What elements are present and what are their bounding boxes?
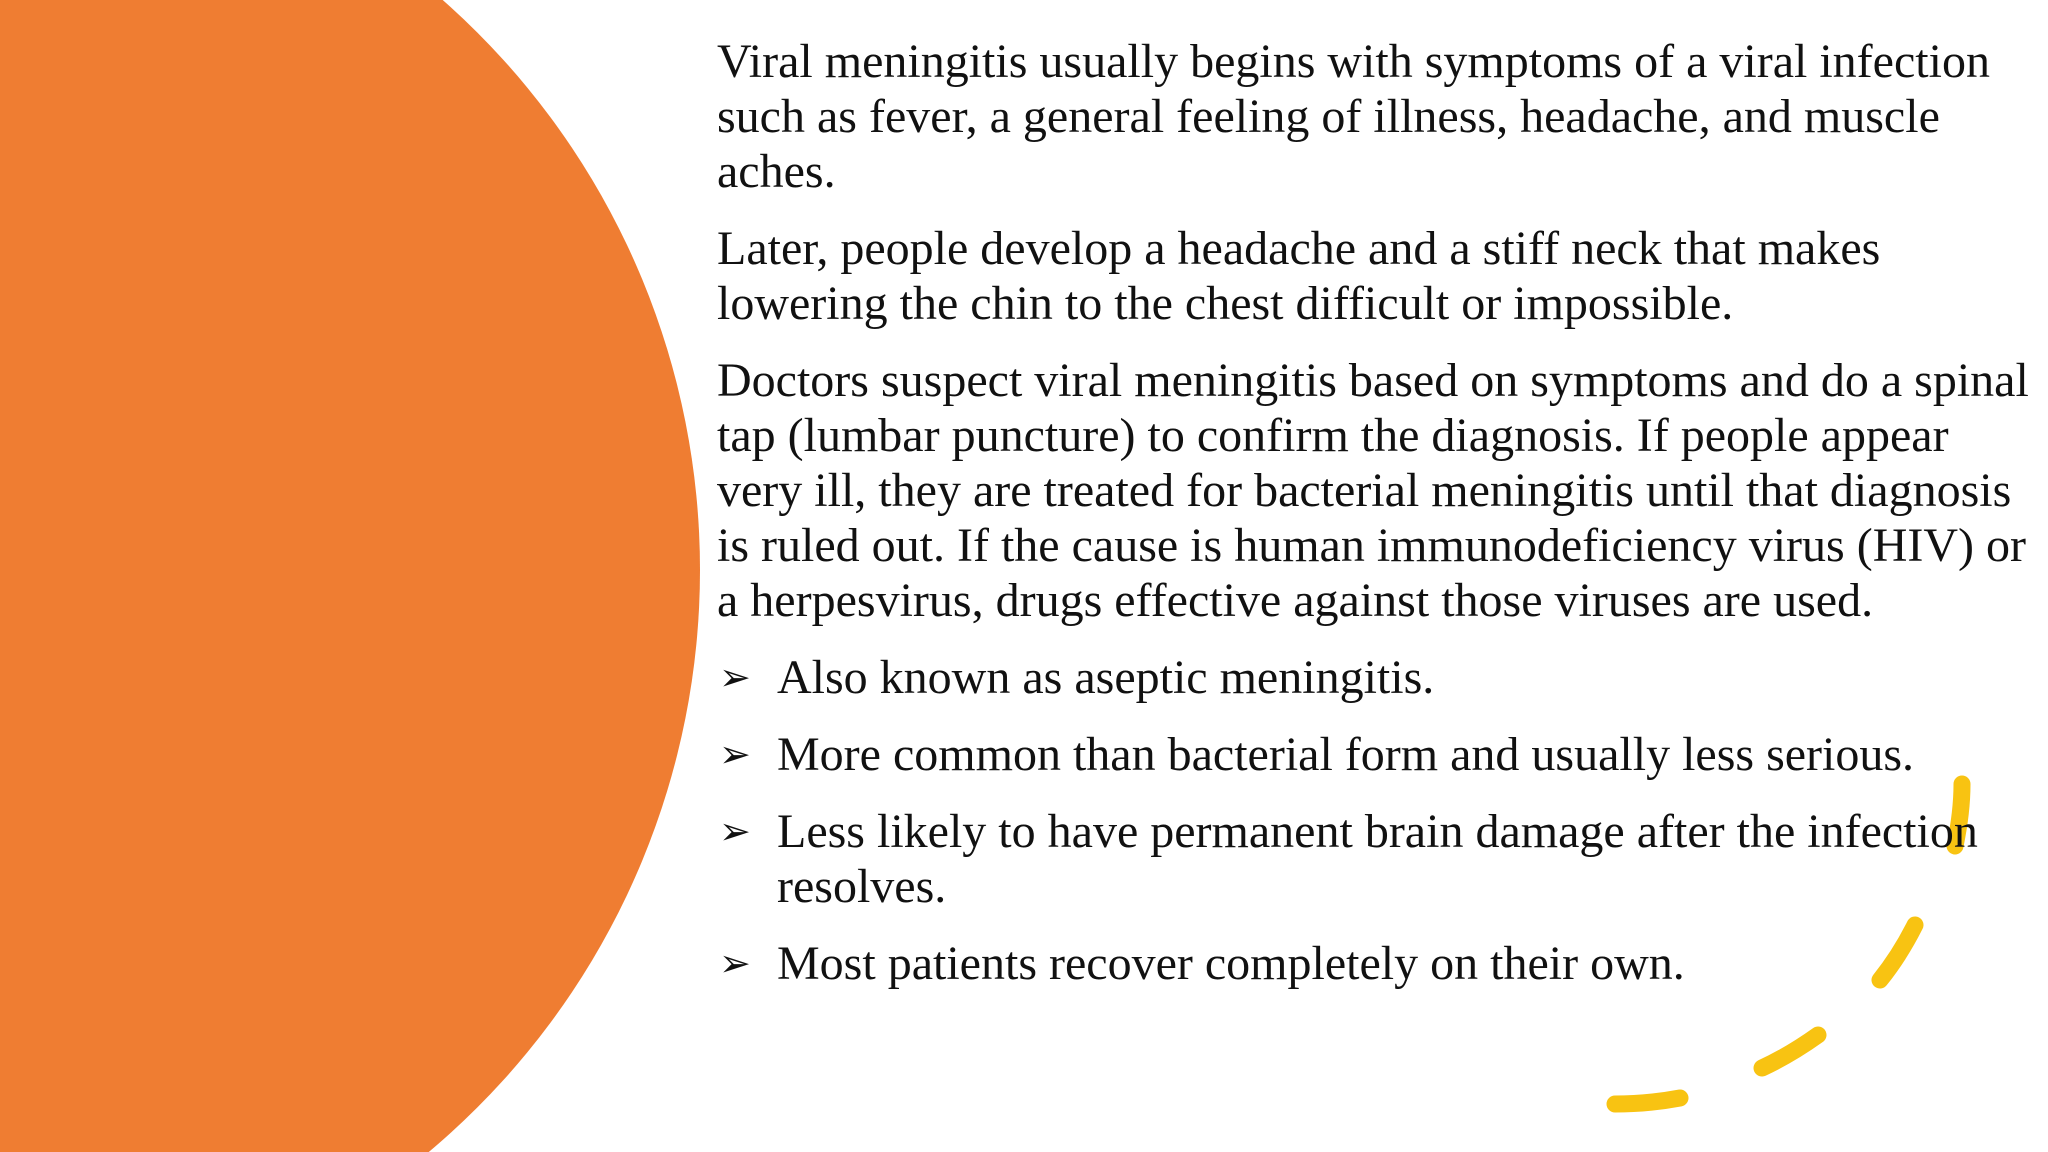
arrowhead-bullet-icon: ➢ xyxy=(719,809,751,853)
bullet-text: Less likely to have permanent brain damage after the infection resolves. xyxy=(777,805,1978,913)
list-item xyxy=(717,936,2037,991)
bullet-text: More common than bacterial form and usually less serious. xyxy=(777,728,1915,781)
bullet-text: Most patients recover completely on their own. xyxy=(777,937,1685,990)
list-item xyxy=(717,650,2037,705)
arrowhead-bullet-icon: ➢ xyxy=(719,732,751,776)
list-item xyxy=(717,804,2037,914)
bullet-text: Also known as aseptic meningitis. xyxy=(777,651,1435,704)
list-item xyxy=(717,727,2037,782)
paragraph-diagnosis: Doctors suspect viral meningitis based on symptoms and do a spinal tap (lumbar puncture) to confirm the diagnosis. If people appear very ill, they are treated for bacterial meningitis until that diagnosis is ruled out. If the cause is human immunodeficiency virus (HIV) or a herpesvirus, drugs effective against those viruses are used. xyxy=(717,354,2029,627)
bullet-list xyxy=(717,650,2037,991)
paragraph-symptoms: Viral meningitis usually begins with symptoms of a viral infection such as fever, a general feeling of illness, headache, and muscle aches. xyxy=(717,35,1990,198)
text-content xyxy=(717,34,2037,1013)
arrowhead-bullet-icon: ➢ xyxy=(719,941,751,985)
arrowhead-bullet-icon: ➢ xyxy=(719,655,751,699)
paragraph-stiff-neck: Later, people develop a headache and a stiff neck that makes lowering the chin to the chest difficult or impossible. xyxy=(717,222,1881,330)
